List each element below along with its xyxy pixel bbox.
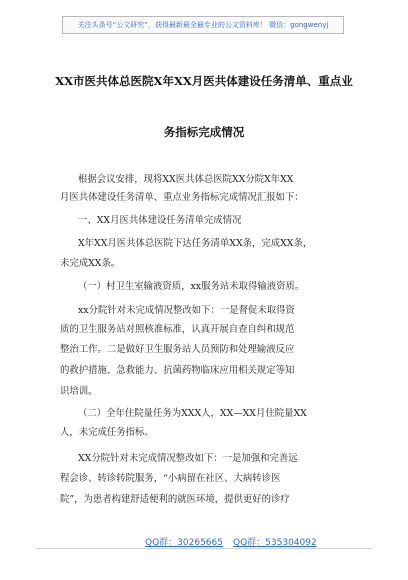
qq-group-link[interactable]: QQ群：535304092 — [233, 538, 317, 548]
qq-group-link[interactable]: QQ群：30265665 — [145, 538, 223, 548]
paragraph-line: 未完成XX条。 — [60, 258, 121, 269]
subsection-heading: （二）全年住院量任务为XXX人，XX—XX月住院量XX — [78, 408, 307, 419]
paragraph-line: 质的卫生服务站对照核准标准，认真开展自查自纠和规范 — [60, 324, 295, 335]
paragraph-line: 月医共体建设任务清单、重点业务指标完成情况汇报如下： — [60, 192, 304, 203]
paragraph-line: 院”，为患者构建舒适便利的就医环境，提供更好的诊疗 — [60, 494, 290, 505]
paragraph-line: X年XX月医共体总医院下达任务清单XX条，完成XX条， — [78, 238, 313, 249]
paragraph-line: 人，未完成任务指标。 — [60, 427, 154, 438]
document-title-line-2: 务指标完成情况 — [163, 125, 245, 139]
subsection-heading: （一）村卫生室输液资质，xx服务站未取得输液资质。 — [78, 281, 305, 292]
paragraph-line: 根据会议安排，现将XX医共体总医院XX分院X年XX — [78, 174, 294, 185]
footer — [0, 533, 408, 549]
paragraph-line: 的救护措施、急救能力、抗菌药物临床应用相关规定等知 — [60, 365, 295, 376]
paragraph-line: 识培训。 — [60, 386, 98, 397]
paragraph-line: XX分院针对未完成情况整改如下：一是加强和完善远 — [78, 453, 298, 464]
footer-divider — [36, 548, 372, 549]
paragraph-line: 整治工作。二是做好卫生服务站人员预防和处理输液反应 — [60, 344, 295, 355]
paragraph-line: 程会诊、转诊转院服务，“小病留在社区、大病转诊医 — [60, 473, 281, 484]
header-banner: 关注头条号“公文研究”，获得最新最全最专业的公文资料库！ 微信：gongwenyj — [62, 16, 344, 34]
paragraph-line: xx分院针对未完成情况整改如下：一是督促未取得资 — [78, 305, 295, 316]
section-heading: 一、XX月医共体建设任务清单完成情况 — [78, 215, 242, 226]
document-title-line-1: XX市医共体总医院X年XX月医共体建设任务清单、重点业 — [55, 74, 353, 88]
